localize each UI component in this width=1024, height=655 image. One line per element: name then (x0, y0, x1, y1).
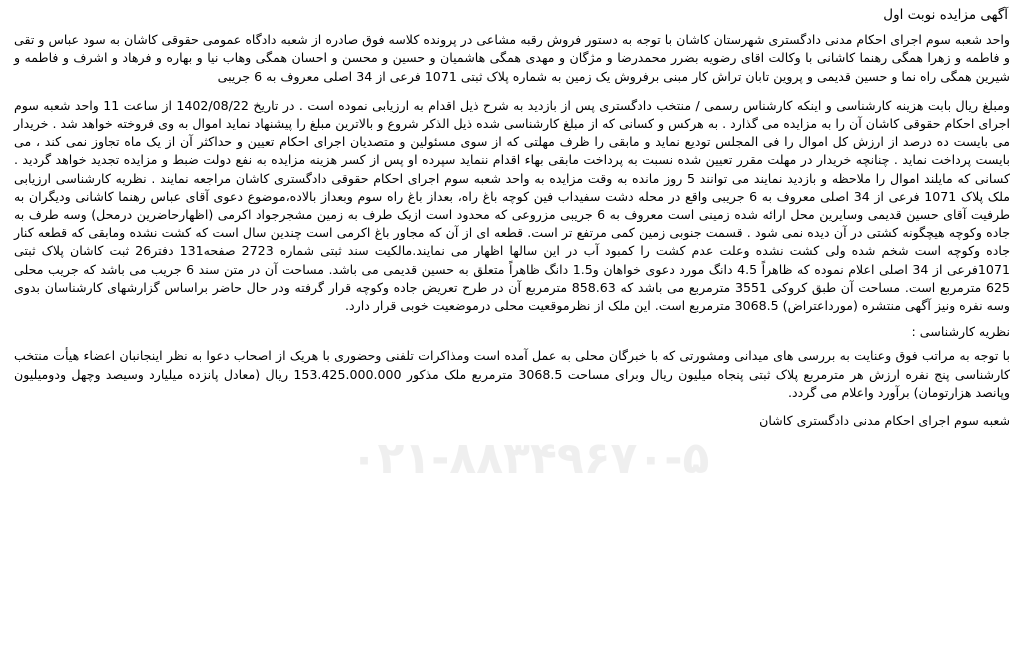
intro-paragraph: واحد شعبه سوم اجرای احکام مدنی دادگستری شهرستان کاشان با توجه به دستور فروش رقبه مشاعی در پرونده کلاسه فوق صادره از شعبه دادگاه عمومی حقوقی کاشان به سود عباس و تقی و فاطمه و زهرا همگی رهنما کاشانی با وکالت اقای رضویه بضرر محمدرضا و مژگان و مهدی همگی هاشمیان و حسین و محسن و احسان همگی وهاب نیا و بهاره و فرهاد و اشرف و فاطمه و شیرین همگی راه نما و حسین قدیمی و پروین تابان تراش کار مبنی برفروش یک زمین به شماره پلاک ثبتی 1071 فرعی از 34 اصلی معروف به 6 جریبی (14, 32, 1010, 84)
expert-opinion-paragraph: با توجه به مراتب فوق وعنایت به بررسی های میدانی ومشورتی که با خبرگان محلی به عمل آمده است ومذاکرات تلفنی وحضوری با هریک از اصحاب دعوا به نظر اینجانبان اعضاء هیأت منتخب کارشناسی پنج نفره ارزش هر مترمربع پلاک ثبتی پنجاه میلیون ریال وبرای مساحت 3068.5 مترمربع ملک مذکور 153.425.000.000 ریال (معادل پانزده میلیارد وسیصد وچهل ودومیلیون وپانصد هزارتومان) برآورد واعلام می گردد. (14, 348, 1010, 400)
watermark-phone-text: ۰۲۱-۸۸۳۴۹۶۷۰-۵ (350, 433, 710, 484)
signature-line: شعبه سوم اجرای احکام مدنی دادگستری کاشان (759, 413, 1010, 429)
main-paragraph: ومبلغ ریال بابت هزینه کارشناسی و اینکه کارشناس رسمی / منتخب دادگستری پس از بازدید به شرح ذیل اقدام به ارزیابی نموده است . در تاریخ 1402/08/22 از ساعت 11 واحد شعبه سوم اجرای احکام حقوقی کاشان آن را به مزایده می گذارد . به هرکس و کسانی که از مبلغ کارشناسی شده ذیل الذکر شروع و بالاترین مبلغ را پیشنهاد نماید اموال به وی فروخته خواهد شد . خریدار می بایست ده درصد از ارزش کل اموال را فی المجلس تودیع نماید و مابقی را ظرف مهلتی که از سوی مسئولین و متصدیان اجرای احکام تعیین و حداکثر آن از یک ماه تجاوز نمی کند ، می بایست پرداخت نماید . چنانچه خریدار در مهلت مقرر تعیین شده نسبت به پرداخت مابقی بهاء اقدام ننماید سپرده او پس از کسر هزینه مزایده به نفع دولت ضبط و مزایده تجدید خواهد گردید . کسانی که مایلند اموال را ملاحظه و بازدید نمایند می توانند 5 روز مانده به وقت مزایده به واحد شعبه سوم اجرای احکام حقوقی دادگستری کاشان مراجعه نمایند . نظریه کارشناسی ارزیابی ملک پلاک 1071 فرعی از 34 اصلی معروف به 6 جریبی واقع در محله دشت سفیداب فین کوچه باغ راه، بعداز باغ راه سوم وبعداز بالاده،موضوع دعوی آقای عباس رهنما کاشانی ودیگران به طرفیت آقای حسین قدیمی وسایرین محل ارائه شده زمینی است معروف به 6 جریبی مزروعی که محدود است ازیک طرف به زمین مشجرجواد اکرمی (اظهارحاضرین درمحل) وسه طرف به جاده وکوچه هیچگونه کشتی در آن دیده نمی شود . قسمت جنوبی زمین کمی مرتفع تر است. قطعه ای از آن که مجاور باغ اکرمی است چندین سال است که کشت نشده ومابقی که قطعه کنار جاده وکوچه است شخم شده ولی کشت نشده وعلت عدم کشت را کمبود آب در این سالها اظهار می نمایند.مالکیت سند ثبتی شماره 2723 صفحه131 دفتر26 ثبت کاشان پلاک ثبتی 1071فرعی از 34 اصلی اعلام نموده که ظاهراً 4.5 دانگ مورد دعوی خواهان و1.5 دانگ ظاهراً متعلق به حسین قدیمی می باشد. مساحت آن در متن سند 6 جریب می باشد که جریب محلی 625 مترمربع است. مساحت آن طبق کروکی 3551 مترمربع می باشد که 858.63 مترمربع آن در طرح تعریض جاده وکوچه قرار گرفته ودر حال حاضر براساس گزارشهای کارشناسان بدوی وسه نفره ونیز آگهی منتشره (مورداعتراض) 3068.5 مترمربع است. این ملک از نظرموقعیت محلی درموضعیت خوبی قرار دارد. (14, 97, 1011, 314)
notice-title: آگهی مزایده نوبت اول (883, 7, 1008, 23)
expert-opinion-heading: نظریه کارشناسی : (911, 324, 1010, 340)
